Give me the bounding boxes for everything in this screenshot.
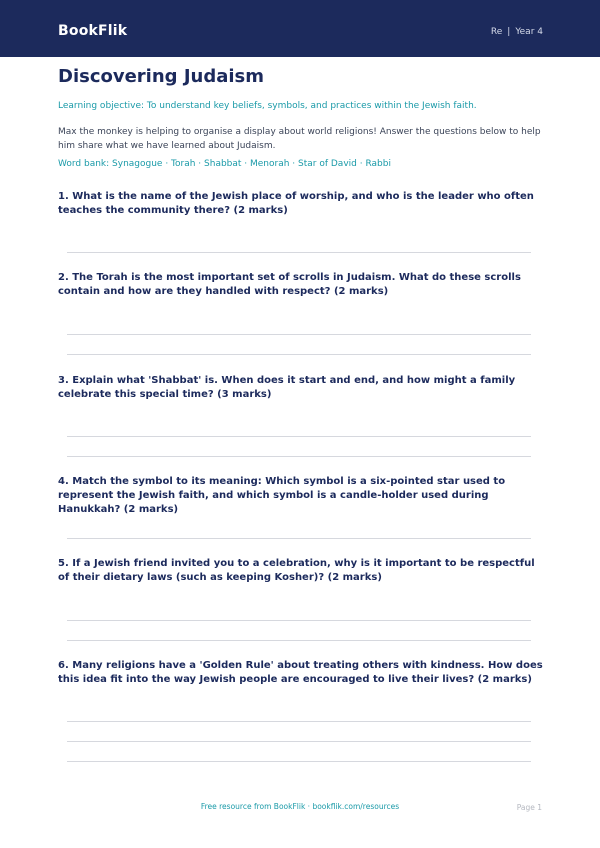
- answer-line[interactable]: [67, 252, 531, 253]
- answer-line[interactable]: [67, 721, 531, 722]
- answer-line[interactable]: [67, 620, 531, 621]
- answer-line[interactable]: [67, 741, 531, 742]
- question-2: 2. The Torah is the most important set of scrolls in Judaism. What do these scrolls contain and how are they handled with respect? (2 marks): [58, 272, 521, 297]
- answer-line[interactable]: [67, 761, 531, 762]
- subject-year: [491, 27, 543, 37]
- page-title: Discovering Judaism: [58, 66, 264, 87]
- answer-line[interactable]: [67, 538, 531, 539]
- meta-separator: |: [507, 27, 511, 37]
- question-5: 5. If a Jewish friend invited you to a celebration, why is it important to be respectful of their dietary laws (such as keeping Kosher)? (2 marks): [58, 558, 535, 583]
- word-bank: Word bank: Synagogue · Torah · Shabbat · Menorah · Star of David · Rabbi: [58, 159, 391, 169]
- footer-text: Free resource from BookFlik · bookflik.com/resources: [200, 802, 400, 811]
- subject-label: Re: [490, 27, 503, 37]
- question-1: 1. What is the name of the Jewish place of worship, and who is the leader who often teaches the community there? (2 marks): [58, 191, 534, 216]
- answer-line[interactable]: [67, 456, 531, 457]
- learning-objective: Learning objective: To understand key beliefs, symbols, and practices within the Jewish faith.: [58, 101, 477, 111]
- brand-logo: BookFlik: [58, 23, 128, 39]
- answer-line[interactable]: [67, 354, 531, 355]
- question-4: 4. Match the symbol to its meaning: Which symbol is a six-pointed star used to represent the Jewish faith, and which symbol is a candle-holder used during Hanukkah? (2 marks): [58, 476, 506, 515]
- year-label: Year 4: [515, 27, 543, 37]
- answer-line[interactable]: [67, 334, 531, 335]
- answer-line[interactable]: [67, 640, 531, 641]
- answer-line[interactable]: [67, 436, 531, 437]
- intro-text: Max the monkey is helping to organise a display about world religions! Answer the questions below to help him share what we have learned about Judaism.: [58, 127, 541, 151]
- page-number: Page 1: [516, 803, 542, 812]
- header-bar: [0, 0, 600, 57]
- question-6: 6. Many religions have a 'Golden Rule' about treating others with kindness. How does this idea fit into the way Jewish people are encouraged to live their lives? (2 marks): [58, 660, 543, 685]
- question-3: 3. Explain what 'Shabbat' is. When does it start and end, and how might a family celebrate this special time? (3 marks): [58, 375, 516, 400]
